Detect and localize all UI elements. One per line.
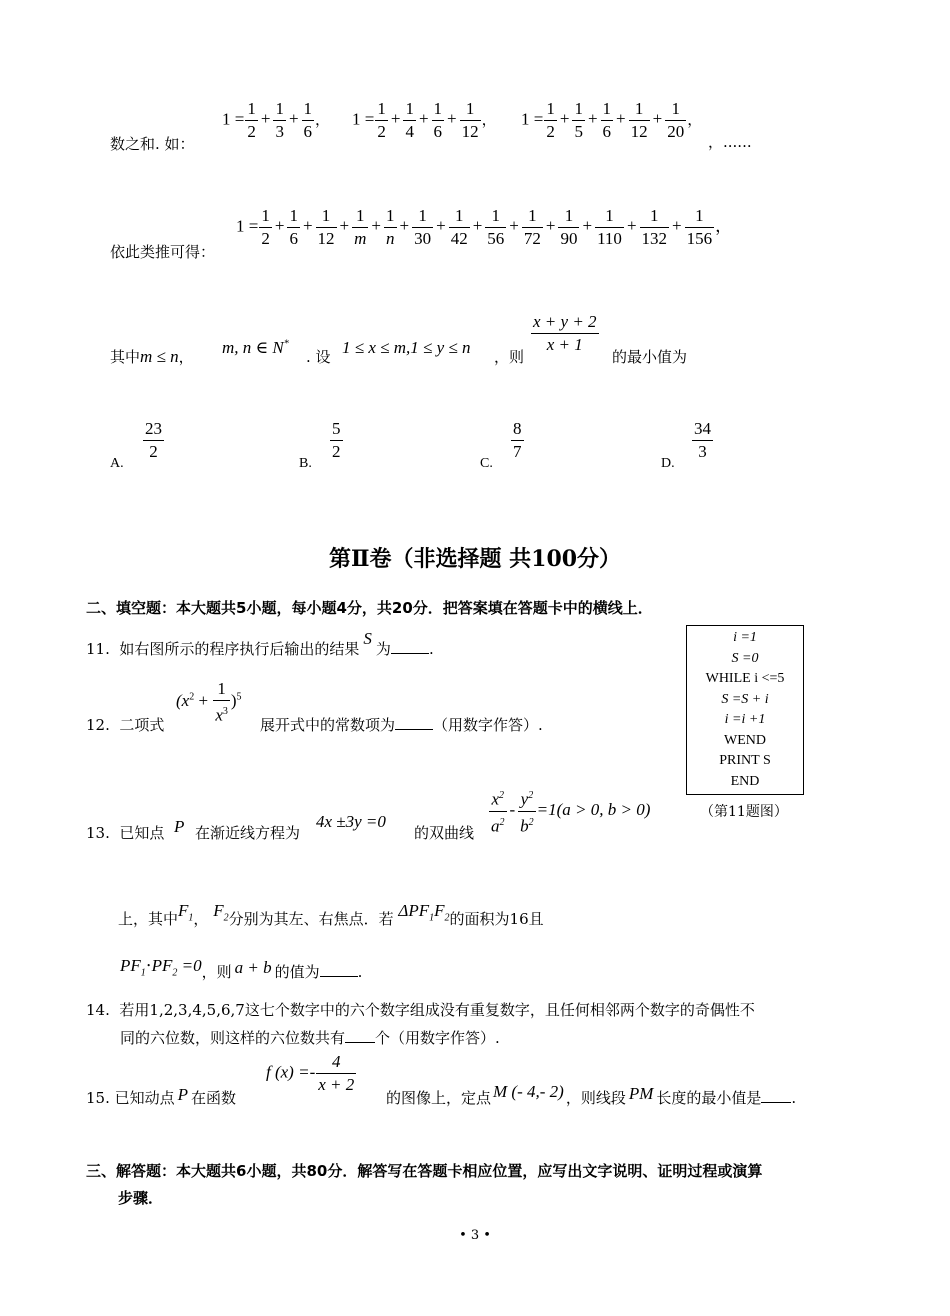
q13-asymptote: 4x ±3y =0: [316, 812, 386, 831]
q15-f-den: x + 2: [318, 1075, 355, 1094]
eq3-fraction: $\frac{1}{20}$: [667, 99, 685, 141]
expr-num: x + y + 2: [531, 311, 599, 334]
cond-3: 1 ≤ x ≤ m,1 ≤ y ≤ n: [342, 338, 471, 357]
code-line-6: WEND: [724, 732, 766, 748]
eq1-comma: ，: [315, 112, 331, 129]
q15-text1: 已知动点: [114, 1089, 175, 1107]
cond-2: [222, 338, 289, 358]
q13-line3: $PF_1\cdot PF_2 =0$，则 a + b 的值为 .: [120, 956, 363, 981]
eq4-fraction: $\frac{1}{12}$: [317, 206, 335, 248]
eq3-lead: 1 =: [521, 109, 544, 129]
eq2-comma: ，: [481, 112, 497, 129]
q13-point-p: P: [174, 817, 185, 836]
eq4-fraction: $\frac{1}{156}$: [686, 206, 713, 248]
equation-3: [521, 98, 702, 143]
q15-function: [266, 1051, 357, 1096]
intro-text: 数之和. 如：: [110, 135, 195, 153]
q15-f-num: 4: [316, 1051, 356, 1074]
q14-text2: 同的六位数，则这样的六位数共有: [120, 1029, 346, 1047]
eq2-fraction: $\frac{1}{12}$: [461, 99, 479, 141]
eq3-fraction: $\frac{1}{5}$: [574, 99, 583, 141]
eq4-fraction: $\frac{1}{110}$: [597, 206, 622, 248]
q13-line2: 上，其中$F_1$， $F_2$分别为其左、右焦点．若 $\Delta PF_1F_2$的面积为16且: [118, 901, 544, 928]
eq2-plus: +: [447, 109, 457, 129]
q15-pm: PM: [628, 1084, 654, 1103]
option-b-num: 5: [330, 418, 343, 441]
q13-line2-a: 上，其中: [118, 910, 179, 928]
page-number: • 3 •: [459, 1228, 491, 1243]
q13-line1: [86, 822, 164, 843]
eq4-plus: +: [472, 216, 483, 236]
q12-rest: [260, 714, 543, 735]
eq3-fraction: $\frac{1}{6}$: [602, 99, 612, 141]
q13-blank: [320, 964, 358, 977]
eq4-fraction: $\frac{1}{30}$: [414, 206, 432, 248]
eq4-plus: +: [371, 216, 381, 236]
q13-sep: ，: [193, 910, 209, 928]
code-line-2: S =0: [731, 650, 759, 666]
eq4-plus: +: [274, 216, 285, 236]
code-line-1: i =1: [733, 630, 757, 645]
eq1-fraction: $\frac{1}{3}$: [275, 99, 284, 141]
equation-1: [222, 98, 330, 143]
q15-text3: 的图像上，定点: [386, 1089, 492, 1107]
cond-set-text: 设: [315, 348, 331, 366]
cond-then-text: 则: [509, 348, 525, 366]
q15-blank: [761, 1090, 791, 1103]
q15-text2: 在函数: [191, 1089, 237, 1107]
q13-text1: 已知点: [119, 824, 165, 842]
expr-den: x + 1: [546, 335, 583, 354]
q13-eq-tail: =1(a > 0, b > 0): [536, 800, 651, 820]
q15-rest: 的图像上，定点 M (- 4,- 2) ，则线段 PM 长度的最小值是 .: [386, 1082, 797, 1107]
q12-base: (x: [176, 691, 190, 711]
equation-2: [352, 98, 497, 143]
q14-end: 个（用数字作答）.: [375, 1029, 500, 1047]
eq4-fraction: $\frac{1}{42}$: [450, 206, 468, 248]
q11-end: .: [428, 640, 434, 658]
q11-var: S: [363, 629, 372, 648]
q12-num: 12.: [86, 716, 110, 734]
eq4-fraction: $\frac{1}{2}$: [261, 206, 270, 248]
q15-p: P: [177, 1085, 189, 1104]
eq1-fraction: $\frac{1}{6}$: [303, 99, 313, 141]
equation-4: [236, 205, 732, 250]
q12-num-text: [86, 714, 164, 735]
q12-exp: 5: [236, 691, 242, 703]
eq3-fraction: $\frac{1}{2}$: [546, 99, 555, 141]
eq4-plus: +: [545, 216, 556, 236]
section3-heading-cont: 步骤．: [118, 1189, 164, 1207]
eq4-fraction: $\frac{1}{56}$: [487, 206, 505, 248]
eq3-plus: +: [587, 109, 598, 129]
condition-line: 其中m ≤ n，: [110, 347, 194, 366]
cond-then: ，则: [494, 348, 525, 366]
cond-set: . 设: [306, 348, 331, 366]
option-b-label: B.: [299, 456, 312, 471]
eq2-plus: +: [390, 109, 401, 129]
q13-text3: 的双曲线: [414, 824, 475, 842]
q11-blank: [391, 641, 429, 654]
q12-frac-num: 1: [213, 678, 230, 701]
q12-text: 二项式: [119, 716, 165, 734]
eq4-fraction: $\frac{1}{6}$: [289, 206, 298, 248]
eq4-plus: +: [626, 216, 637, 236]
option-d-num: 34: [692, 418, 713, 441]
q13-triangle: ΔPF: [398, 901, 430, 920]
part2-title: 第Ⅱ卷（非选择题 共100分）: [328, 546, 622, 572]
code-line-7: PRINT S: [719, 753, 771, 768]
q13-f2: F: [213, 901, 224, 920]
eq4-fraction: $\frac{1}{132}$: [641, 206, 668, 248]
eq3-plus: +: [652, 109, 663, 129]
eq4-fraction: $\frac{1}{n}$: [386, 206, 395, 248]
q12-binomial: ($x^2$ + $\frac{1}{x^3}$ )$^5$: [176, 679, 242, 725]
eq2-fraction: $\frac{1}{2}$: [377, 99, 386, 141]
eq1-plus: +: [288, 109, 299, 129]
expression-fraction: [530, 311, 600, 356]
q13-f1: F: [178, 901, 189, 920]
q15-m: M (- 4,- 2): [493, 1082, 564, 1101]
q13-line3-a: ，则: [201, 963, 232, 981]
eq3-comma: ，: [687, 112, 703, 129]
q11-text: 如右图所示的程序执行后输出的结果: [119, 640, 360, 658]
option-c-den: 7: [513, 442, 522, 461]
cond-prefix: 其中: [110, 348, 141, 366]
ellipsis: ，......: [708, 133, 752, 151]
code-caption: （第11题图）: [700, 804, 788, 820]
q15-text5: 长度的最小值是: [656, 1089, 762, 1107]
q14-line2: [120, 1027, 500, 1048]
eq4-fraction: $\frac{1}{90}$: [560, 206, 578, 248]
option-a-den: 2: [149, 442, 158, 461]
q13-line2-c: 的面积为16且: [449, 910, 544, 928]
cond-2-text: m, n ∈ N: [222, 338, 284, 357]
option-c-num: 8: [511, 418, 524, 441]
cond-2-sup: *: [283, 338, 289, 350]
q13-dot-product: PF: [120, 956, 141, 975]
option-b-den: 2: [332, 442, 341, 461]
section2-heading: 二、填空题：本大题共5小题，每小题4分，共20分．把答案填在答题卡中的横线上．: [86, 599, 653, 617]
q11-num: 11.: [86, 640, 110, 658]
q14-num: 14.: [86, 1001, 110, 1019]
program-code-box: [686, 625, 804, 795]
eq4-plus: +: [339, 216, 350, 236]
eq3-plus: +: [616, 109, 626, 129]
q15-num: 15.: [86, 1089, 110, 1107]
q12-blank: [395, 717, 433, 730]
eq4-plus: +: [399, 216, 410, 236]
cond-suffix: 的最小值为: [612, 348, 688, 366]
q13-line3-b: 的值为: [274, 963, 320, 981]
q14-line1: [86, 999, 755, 1020]
code-line-4: S =S + i: [721, 691, 769, 707]
q12-after: 展开式中的常数项为: [260, 716, 396, 734]
eq4-plus: +: [672, 216, 682, 236]
code-line-8: END: [730, 773, 760, 789]
eq4-plus: +: [582, 216, 593, 236]
eq2-lead: 1 =: [352, 109, 375, 129]
eq2-fraction: $\frac{1}{4}$: [405, 99, 414, 141]
eq4-plus: +: [436, 216, 446, 236]
q15-f-lhs: f (x) =-: [266, 1062, 316, 1082]
q13-num: 13.: [86, 824, 110, 842]
eq3-plus: +: [559, 109, 570, 129]
eq1-lead: 1 =: [222, 109, 245, 129]
eq4-plus: +: [509, 216, 519, 236]
q13-hyperbola: $\frac{x^2}{a^2}$ - $\frac{y^2}{b^2}$ =1(a > 0, b > 0): [488, 785, 650, 837]
q15-line: [86, 1087, 236, 1108]
q13-ab: a + b: [234, 958, 272, 977]
eq4-lead: 1 =: [236, 216, 259, 236]
option-d-label: D.: [661, 456, 675, 471]
eq4-fraction: $\frac{1}{m}$: [354, 206, 367, 248]
eq1-plus: +: [260, 109, 271, 129]
eq4-comma: ，: [715, 216, 733, 236]
option-d-den: 3: [698, 442, 707, 461]
q13-line2-b: 分别为其左、右焦点．若: [228, 910, 394, 928]
option-c-label: C.: [480, 456, 493, 471]
section3-heading: 三、解答题：本大题共6小题，共80分．解答写在答题卡相应位置，应写出文字说明、证明过程或演算: [86, 1162, 763, 1180]
q12-plus: +: [194, 691, 213, 711]
q15-text4: ，则线段: [565, 1089, 626, 1107]
eq2-plus: +: [418, 109, 429, 129]
code-line-5: i =i +1: [724, 712, 766, 727]
q12-frac-den: x: [215, 705, 223, 725]
q14-blank: [345, 1030, 375, 1043]
q11-after: 为: [375, 640, 391, 658]
eq1-fraction: $\frac{1}{2}$: [247, 99, 256, 141]
option-a-num: 23: [143, 418, 164, 441]
code-line-3: WHILE i <=5: [705, 671, 785, 686]
q14-text1: 若用1,2,3,4,5,6,7这七个数字中的六个数字组成没有重复数字，且任何相邻两个数字的奇偶性不: [119, 1001, 755, 1019]
q13-text2: 在渐近线方程为: [195, 824, 301, 842]
question-11: [86, 629, 434, 659]
option-a-label: A.: [110, 456, 124, 471]
eq2-fraction: $\frac{1}{6}$: [433, 99, 443, 141]
eq4-fraction: $\frac{1}{72}$: [523, 206, 541, 248]
infer-label: 依此类推可得：: [110, 243, 216, 261]
eq4-plus: +: [302, 216, 313, 236]
cond-1: m ≤ n: [140, 347, 179, 366]
eq3-fraction: $\frac{1}{12}$: [630, 99, 648, 141]
q12-hint: （用数字作答）.: [433, 716, 543, 734]
